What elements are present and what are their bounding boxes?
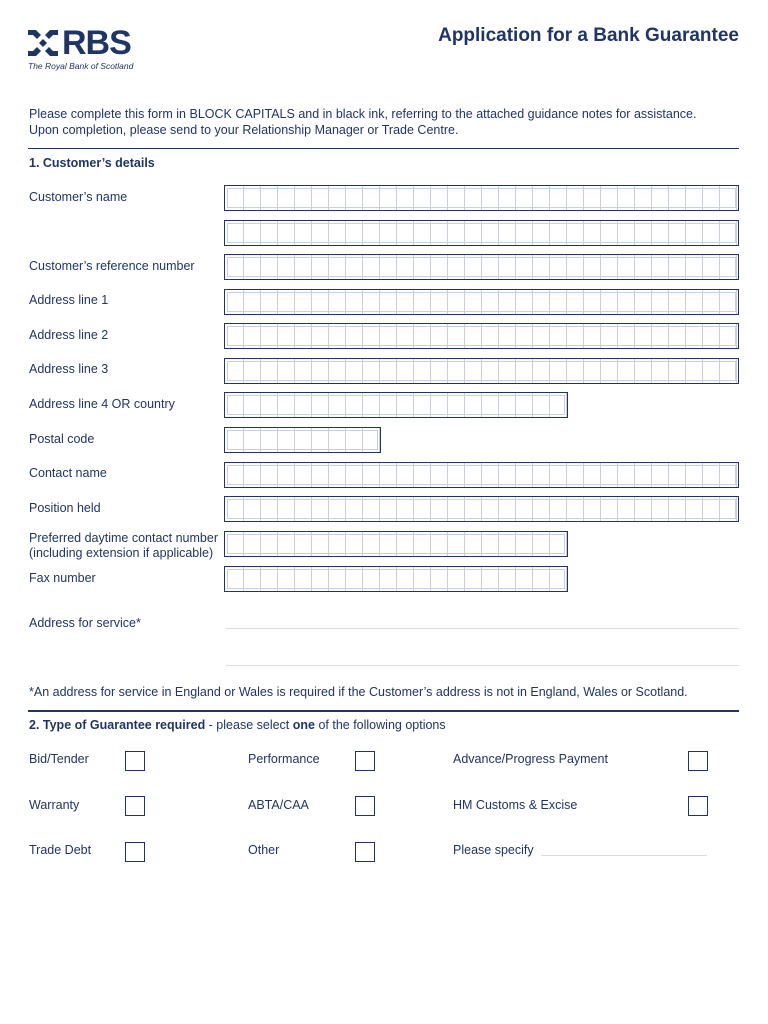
option-other-checkbox[interactable]: [355, 842, 375, 862]
position-held-label: Position held: [29, 501, 101, 515]
section-2-title-bold: 2. Type of Guarantee required: [29, 718, 206, 732]
phone-label: [29, 531, 218, 561]
customer-ref-label: Customer’s reference number: [29, 259, 195, 273]
address-line-2-label: Address line 2: [29, 328, 109, 342]
divider: [28, 710, 739, 712]
address-line-3-label: Address line 3: [29, 362, 109, 376]
section-2-title: [29, 718, 446, 732]
phone-label-line-1: Preferred daytime contact number: [29, 531, 218, 545]
intro-line-1: Please complete this form in BLOCK CAPITALS and in black ink, referring to the attached guidance notes for assistance.: [29, 107, 697, 121]
option-bid-tender-checkbox[interactable]: [125, 751, 145, 771]
option-performance-checkbox[interactable]: [355, 751, 375, 771]
logo-wordmark: RBS: [62, 24, 131, 62]
phone-field[interactable]: [224, 531, 568, 557]
phone-label-line-2: (including extension if applicable): [29, 546, 214, 560]
please-specify-input-line[interactable]: [541, 855, 707, 856]
section-2-title-mid: - please select: [205, 718, 293, 732]
option-performance-label: Performance: [248, 752, 320, 766]
section-2-title-one: one: [292, 718, 315, 732]
document-title: Application for a Bank Guarantee: [438, 25, 739, 46]
address-line-4-field[interactable]: [224, 392, 568, 418]
customer-name-label: Customer’s name: [29, 190, 128, 204]
service-address-label: Address for service*: [29, 616, 141, 630]
option-abta-caa-label: ABTA/CAA: [248, 798, 309, 812]
please-specify-label: Please specify: [453, 843, 534, 857]
customer-ref-field[interactable]: [224, 254, 739, 280]
customer-name-field-line-2[interactable]: [224, 220, 739, 246]
customer-name-field-line-1[interactable]: [224, 185, 739, 211]
logo-subtitle: The Royal Bank of Scotland: [28, 61, 134, 71]
address-line-2-field[interactable]: [224, 323, 739, 349]
option-advance-payment-label: Advance/Progress Payment: [453, 752, 608, 766]
intro-text: [29, 106, 749, 138]
intro-line-2: Upon completion, please send to your Relationship Manager or Trade Centre.: [29, 123, 459, 137]
section-1-title: 1. Customer’s details: [29, 156, 155, 170]
contact-name-field[interactable]: [224, 462, 739, 488]
contact-name-label: Contact name: [29, 466, 107, 480]
option-hm-customs-label: HM Customs & Excise: [453, 798, 578, 812]
rbs-logo-icon: [28, 28, 58, 58]
fax-label: Fax number: [29, 571, 96, 585]
service-address-footnote: *An address for service in England or Wales is required if the Customer’s address is not in England, Wales or Scotland.: [29, 685, 688, 699]
option-warranty-checkbox[interactable]: [125, 796, 145, 816]
option-trade-debt-checkbox[interactable]: [125, 842, 145, 862]
address-line-1-label: Address line 1: [29, 293, 109, 307]
option-bid-tender-label: Bid/Tender: [29, 752, 89, 766]
service-address-line-2[interactable]: [226, 665, 739, 666]
option-other-label: Other: [248, 843, 280, 857]
divider: [28, 148, 739, 149]
option-abta-caa-checkbox[interactable]: [355, 796, 375, 816]
address-line-4-label: Address line 4 OR country: [29, 397, 175, 411]
option-advance-payment-checkbox[interactable]: [688, 751, 708, 771]
option-hm-customs-checkbox[interactable]: [688, 796, 708, 816]
address-line-3-field[interactable]: [224, 358, 739, 384]
address-line-1-field[interactable]: [224, 289, 739, 315]
service-address-line-1[interactable]: [226, 628, 739, 629]
position-held-field[interactable]: [224, 496, 739, 522]
fax-field[interactable]: [224, 566, 568, 592]
option-warranty-label: Warranty: [29, 798, 80, 812]
section-2-title-end: of the following options: [314, 718, 446, 732]
postal-code-label: Postal code: [29, 432, 95, 446]
postal-code-field[interactable]: [224, 427, 381, 453]
option-trade-debt-label: Trade Debt: [29, 843, 92, 857]
